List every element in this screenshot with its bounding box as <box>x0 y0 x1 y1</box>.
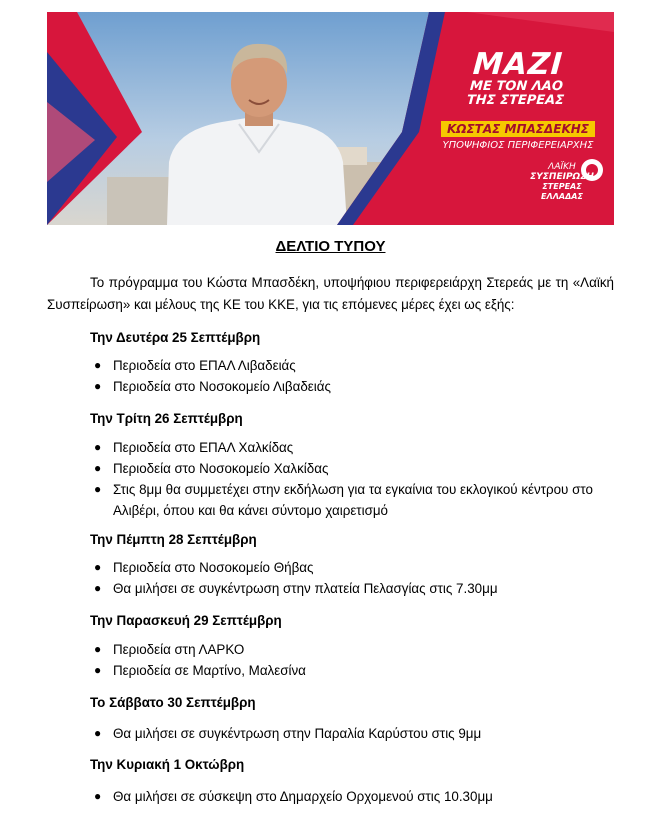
day-items <box>90 355 615 397</box>
bullet-icon: ● <box>94 358 102 372</box>
day-items <box>90 437 615 521</box>
bullet-icon: ● <box>94 560 102 574</box>
item-text: Περιοδεία στο Νοσοκομείο Λιβαδειάς <box>113 379 331 394</box>
intro-paragraph: Το πρόγραμμα του Κώστα Μπασδέκη, υποψήφιου περιφερειάρχη Στερεάς με τη «Λαϊκή Συσπείρωση» και μέλους της ΚΕ του ΚΚΕ, για τις επόμενες μέρες έχει ως εξής: <box>47 275 614 312</box>
campaign-banner <box>47 12 614 225</box>
list-item <box>90 557 615 578</box>
party-line-4: ΕΛΛΑΔΑΣ <box>541 192 583 201</box>
list-item <box>90 355 615 376</box>
item-text: Περιοδεία στο Νοσοκομείο Θήβας <box>113 560 314 575</box>
day-heading: Την Πέμπτη 28 Σεπτέμβρη <box>90 532 257 547</box>
bullet-icon: ● <box>94 789 102 803</box>
item-text: Θα μιλήσει σε συγκέντρωση στην Παραλία Καρύστου στις 9μμ <box>113 726 482 741</box>
list-item <box>90 376 615 397</box>
party-line-3: ΣΤΕΡΕΑΣ <box>542 182 582 191</box>
item-text: Θα μιλήσει σε συγκέντρωση στην πλατεία Πελασγίας στις 7.30μμ <box>113 581 498 596</box>
day-heading: Την Κυριακή 1 Οκτώβρη <box>90 757 245 772</box>
item-text: Στις 8μμ θα συμμετέχει στην εκδήλωση για τα εγκαίνια του εκλογικού κέντρου στο Αλιβέρι, όπου και θα κάνει σύντομο χαιρετισμό <box>113 482 593 518</box>
day-heading: Την Δευτέρα 25 Σεπτέμβρη <box>90 330 261 345</box>
list-item <box>90 578 615 599</box>
day-heading: Την Τρίτη 26 Σεπτέμβρη <box>90 411 243 426</box>
candidate-name: ΚΩΣΤΑΣ ΜΠΑΣΔΕΚΗΣ <box>441 121 595 137</box>
bullet-icon: ● <box>94 379 102 393</box>
bullet-icon: ● <box>94 642 102 656</box>
list-item <box>90 437 615 458</box>
day-heading: Την Παρασκευή 29 Σεπτέμβρη <box>90 613 282 628</box>
bullet-icon: ● <box>94 461 102 475</box>
slogan-line-2: ΤΗΣ ΣΤΕΡΕΑΣ <box>466 93 565 108</box>
item-text: Θα μιλήσει σε σύσκεψη στο Δημαρχείο Ορχομενού στις 10.30μμ <box>113 789 493 804</box>
day-items <box>90 786 615 807</box>
day-items <box>90 639 615 681</box>
document-title: ΔΕΛΤΙΟ ΤΥΠΟΥ <box>275 238 386 255</box>
item-text: Περιοδεία στο ΕΠΑΛ Χαλκίδας <box>113 440 294 455</box>
list-item <box>90 786 615 807</box>
item-text: Περιοδεία στο Νοσοκομείο Χαλκίδας <box>113 461 329 476</box>
day-items <box>90 557 615 599</box>
list-item <box>90 639 615 660</box>
bullet-icon: ● <box>94 482 102 496</box>
party-logo-text <box>517 162 607 202</box>
list-item <box>90 458 615 479</box>
party-line-2: ΣΥΣΠΕΙΡΩΣΗ <box>530 172 594 182</box>
bullet-icon: ● <box>94 663 102 677</box>
day-heading: Το Σάββατο 30 Σεπτέμβρη <box>90 695 256 710</box>
slogan-line-1: ΜΕ ΤΟΝ ΛΑΟ <box>469 79 564 94</box>
item-text: Περιοδεία σε Μαρτίνο, Μαλεσίνα <box>113 663 306 678</box>
list-item <box>90 723 615 744</box>
candidate-role: ΥΠΟΨΗΦΙΟΣ ΠΕΡΙΦΕΡΕΙΑΡΧΗΣ <box>442 140 594 151</box>
day-items <box>90 723 615 744</box>
bullet-icon: ● <box>94 440 102 454</box>
slogan <box>425 47 609 108</box>
item-text: Περιοδεία στη ΛΑΡΚΟ <box>113 642 245 657</box>
item-text: Περιοδεία στο ΕΠΑΛ Λιβαδειάς <box>113 358 296 373</box>
party-line-1: ΛΑΪΚΗ <box>548 162 576 172</box>
bullet-icon: ● <box>94 581 102 595</box>
bullet-icon: ● <box>94 726 102 740</box>
candidate-block <box>433 118 603 151</box>
list-item <box>90 479 615 521</box>
slogan-main: ΜΑΖΙ <box>471 47 565 82</box>
list-item <box>90 660 615 681</box>
